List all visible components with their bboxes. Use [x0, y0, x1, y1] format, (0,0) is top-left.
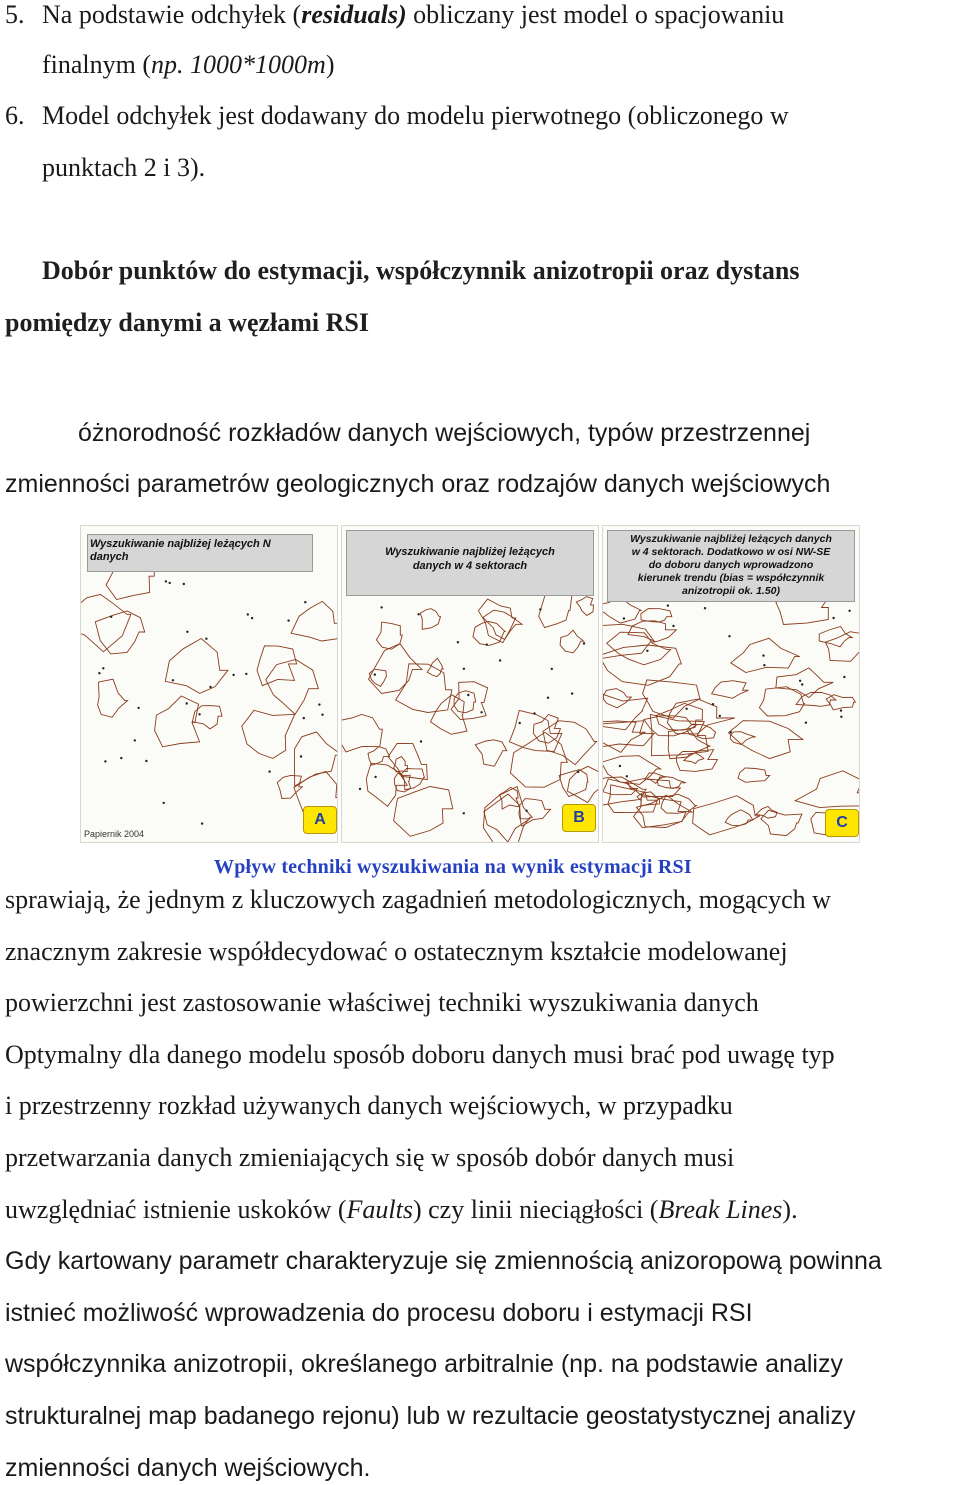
- data-point-marker: [486, 644, 488, 646]
- panel-c-badge: C: [825, 809, 859, 837]
- contour-map-figure: [80, 525, 860, 843]
- data-point-marker: [205, 638, 207, 640]
- data-point-marker: [102, 667, 104, 669]
- data-point-marker: [417, 613, 419, 615]
- contour-line: [266, 660, 319, 715]
- list-item-6-line2: punktach 2 i 3).: [42, 153, 206, 182]
- contour-line: [394, 787, 453, 837]
- map-panel-a: [80, 525, 338, 843]
- contour-line: [603, 694, 648, 730]
- contour-line: [543, 721, 597, 765]
- data-point-marker: [420, 740, 422, 742]
- data-point-marker: [719, 715, 721, 717]
- data-point-marker: [525, 810, 527, 812]
- list-item-5-line2: [42, 50, 334, 80]
- data-point-marker: [268, 770, 270, 772]
- data-point-marker: [201, 822, 203, 824]
- contour-line: [291, 601, 338, 641]
- contour-line: [257, 646, 297, 686]
- data-point-marker: [209, 686, 211, 688]
- contour-line: [661, 794, 696, 813]
- contour-line: [825, 632, 860, 662]
- contour-line: [369, 644, 422, 694]
- text-run: ): [325, 50, 335, 79]
- body-line: [5, 988, 759, 1018]
- text-run: przetwarzania danych zmieniających się w sposób dobór danych musi: [5, 1143, 735, 1172]
- contour-line: [376, 622, 402, 649]
- data-point-marker: [321, 714, 323, 716]
- data-point-marker: [499, 659, 501, 661]
- text-run-example: np. 1000*1000m: [151, 50, 326, 79]
- contour-line: [81, 594, 131, 651]
- data-point-marker: [247, 613, 249, 615]
- data-point-marker: [712, 703, 714, 705]
- data-point-marker: [198, 713, 200, 715]
- data-point-marker: [840, 716, 842, 718]
- panel-a-badge: A: [303, 806, 337, 834]
- contour-line: [576, 597, 593, 616]
- data-point-marker: [571, 692, 573, 694]
- panel-a-label: Wyszukiwanie najbliżej leżących N danych: [87, 534, 313, 572]
- data-point-marker: [98, 672, 100, 674]
- data-point-marker: [832, 617, 834, 619]
- data-point-marker: [318, 703, 320, 705]
- text-run: powierzchni jest zastosowanie właściwej techniki wyszukiwania danych: [5, 988, 759, 1018]
- list-number-5: 5.: [5, 0, 25, 29]
- data-point-marker: [519, 722, 521, 724]
- section-heading-line1: Dobór punktów do estymacji, współczynnik anizotropii oraz dystans: [42, 256, 800, 285]
- contour-line: [603, 689, 631, 708]
- contour-line: [826, 695, 855, 710]
- data-point-marker: [172, 679, 174, 681]
- data-point-marker: [186, 702, 188, 704]
- text-run: istnieć możliwość wprowadzenia do procesu doboru i estymacji RSI: [5, 1298, 753, 1327]
- data-point-marker: [169, 582, 171, 584]
- contour-line: [738, 768, 770, 782]
- data-point-marker: [801, 683, 803, 685]
- contour-line: [559, 770, 588, 797]
- data-point-marker: [763, 664, 765, 666]
- contour-line: [641, 609, 672, 622]
- contour-line: [165, 639, 228, 694]
- list-number-6: 6.: [5, 101, 25, 130]
- body-line: [5, 1246, 882, 1277]
- contour-line: [277, 775, 302, 798]
- data-point-marker: [551, 668, 553, 670]
- list-item-6-line1: Model odchyłek jest dodawany do modelu pierwotnego (obliczonego w: [42, 101, 789, 130]
- contour-line: [725, 810, 753, 826]
- body-line: [5, 885, 831, 915]
- contour-lines-a: [81, 526, 338, 843]
- data-point-marker: [463, 668, 465, 670]
- contour-line: [451, 682, 488, 720]
- contour-line: [478, 599, 515, 643]
- data-point-marker: [380, 606, 382, 608]
- text-run: sprawiają, że jednym z kluczowych zagadnień metodologicznych, mogących w: [5, 885, 831, 914]
- contour-line: [607, 632, 671, 665]
- contour-line: [388, 744, 427, 780]
- contour-line: [519, 799, 551, 827]
- contour-line: [483, 787, 532, 844]
- data-point-marker: [480, 711, 482, 713]
- data-point-marker: [762, 654, 764, 656]
- body-line: [5, 1401, 855, 1432]
- text-run: finalnym (: [42, 50, 152, 79]
- section-heading-line2: pomiędzy danymi a węzłami RSI: [5, 308, 369, 337]
- data-point-marker: [646, 650, 648, 652]
- data-point-marker: [623, 617, 625, 619]
- body-line: [5, 1195, 798, 1225]
- contour-line: [98, 679, 128, 717]
- body-line: [5, 1091, 733, 1121]
- data-point-marker: [303, 717, 305, 719]
- contour-line: [643, 680, 701, 718]
- contour-line: [729, 721, 803, 759]
- contour-line: [650, 714, 708, 755]
- contour-line: [342, 715, 382, 752]
- data-point-marker: [374, 673, 376, 675]
- data-point-marker: [374, 776, 376, 778]
- text-run: strukturalnej map badanego rejonu) lub w rezultacie geostatystycznej analizy: [5, 1402, 856, 1430]
- map-panel-c: [602, 525, 860, 843]
- text-run-residuals: residuals): [301, 0, 407, 29]
- data-point-marker: [457, 641, 459, 643]
- data-point-marker: [251, 617, 253, 619]
- text-run: zmienności danych wejściowych.: [5, 1453, 371, 1482]
- list-item-5-line1: [42, 0, 784, 30]
- intro-line1: óżnorodność rozkładów danych wejściowych, typów przestrzennej: [78, 419, 811, 447]
- data-point-marker: [304, 601, 306, 603]
- contour-line: [795, 771, 860, 808]
- figure-caption: Wpływ techniki wyszukiwania na wynik estymacji RSI: [214, 856, 692, 878]
- data-point-marker: [799, 680, 801, 682]
- contour-line: [731, 638, 800, 672]
- contour-line: [454, 691, 476, 713]
- text-run: uwzględniać istnienie uskoków (: [5, 1194, 347, 1224]
- contour-line: [819, 627, 852, 647]
- contour-line: [369, 669, 386, 686]
- data-point-marker: [730, 731, 732, 733]
- contour-line: [420, 609, 440, 630]
- text-run: znacznym zakresie współdecydować o ostatecznym kształcie modelowanej: [5, 936, 788, 966]
- data-point-marker: [583, 642, 585, 644]
- contour-line: [192, 706, 222, 729]
- data-point-marker: [287, 619, 289, 621]
- body-line: [5, 1040, 835, 1070]
- data-point-marker: [843, 676, 845, 678]
- text-run: Optymalny dla danego modelu sposób doboru danych musi brać pod uwagę typ: [5, 1039, 835, 1069]
- contour-line: [684, 753, 704, 763]
- contour-line: [368, 747, 390, 766]
- body-line: [5, 1143, 734, 1173]
- data-point-marker: [137, 707, 139, 709]
- data-point-marker: [134, 739, 136, 741]
- data-point-marker: [619, 765, 621, 767]
- panel-b-label: Wyszukiwanie najbliżej leżących danych w 4 sektorach: [346, 530, 594, 596]
- data-point-marker: [232, 674, 234, 676]
- text-run: Gdy kartowany parametr charakteryzuje się zmiennością anizoropową powinna: [5, 1247, 882, 1276]
- data-point-marker: [467, 694, 469, 696]
- figure-credit: Papiernik 2004: [84, 829, 145, 839]
- data-point-marker: [577, 771, 579, 773]
- data-point-marker: [300, 755, 302, 757]
- contour-line: [475, 740, 507, 767]
- data-point-marker: [704, 607, 706, 609]
- text-run: ) czy linii nieciągłości (: [412, 1194, 659, 1224]
- data-point-marker: [626, 775, 628, 777]
- body-line: [5, 1453, 370, 1484]
- body-line: [5, 1349, 843, 1380]
- data-point-marker: [145, 760, 147, 762]
- text-run: Break Lines: [658, 1194, 783, 1224]
- contour-line: [427, 658, 443, 676]
- contour-line: [603, 721, 645, 752]
- contour-line: [431, 695, 467, 735]
- data-point-marker: [848, 610, 850, 612]
- data-point-marker: [163, 802, 165, 804]
- contour-line: [95, 611, 144, 654]
- data-point-marker: [840, 709, 842, 711]
- contour-line: [242, 710, 295, 758]
- data-point-marker: [245, 673, 247, 675]
- panel-c-label: Wyszukiwanie najbliżej leżących danych w 4 sektorach. Dodatkowo w osi NW-SE do doboru danych wprowadzono kierunek trendu (bias = współczynnik anizotropii ok. 1.50): [607, 530, 855, 602]
- data-point-marker: [672, 625, 674, 627]
- data-point-marker: [186, 631, 188, 633]
- data-point-marker: [805, 722, 807, 724]
- data-point-marker: [463, 812, 465, 814]
- text-run: ).: [782, 1194, 798, 1224]
- data-point-marker: [667, 604, 669, 606]
- data-point-marker: [165, 580, 167, 582]
- data-point-marker: [359, 788, 361, 790]
- data-point-marker: [104, 760, 106, 762]
- text-run: współczynnika anizotropii, określanego arbitralnie (np. na podstawie analizy: [5, 1350, 843, 1379]
- panel-b-badge: B: [562, 804, 596, 832]
- contour-line: [657, 777, 686, 789]
- contour-line: [366, 763, 407, 806]
- map-panel-b: [341, 525, 599, 843]
- data-point-marker: [533, 712, 535, 714]
- contour-line: [560, 630, 584, 653]
- contour-line: [608, 785, 658, 813]
- data-point-marker: [120, 757, 122, 759]
- intro-line2: zmienności parametrów geologicznych oraz rodzajów danych wejściowych: [5, 470, 831, 498]
- body-line: [5, 937, 788, 967]
- text-run: obliczany jest model o spacjowaniu: [406, 0, 785, 29]
- data-point-marker: [728, 635, 730, 637]
- data-point-marker: [547, 697, 549, 699]
- data-point-marker: [539, 608, 541, 610]
- data-point-marker: [183, 583, 185, 585]
- text-run: i przestrzenny rozkład używanych danych wejściowych, w przypadku: [5, 1091, 733, 1121]
- data-point-marker: [685, 708, 687, 710]
- contour-line: [761, 810, 802, 835]
- text-run: Na podstawie odchyłek (: [42, 0, 302, 29]
- contour-line: [603, 624, 655, 659]
- body-line: [5, 1298, 753, 1329]
- contour-line: [396, 664, 452, 713]
- data-point-marker: [110, 616, 112, 618]
- text-run: Faults: [346, 1194, 413, 1224]
- contour-line: [712, 681, 749, 699]
